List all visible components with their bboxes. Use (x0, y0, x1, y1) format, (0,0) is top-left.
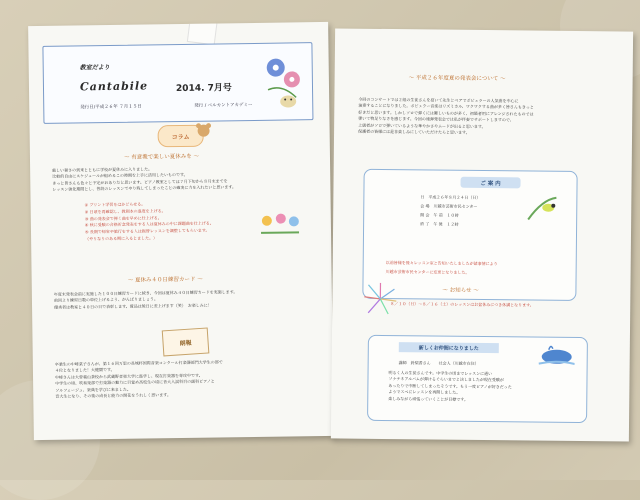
paragraph-line: ソルフェージュ、楽典を学びに来ました。 (55, 385, 223, 394)
guide-row (420, 203, 477, 210)
paragraph-line: 明るく人の生徒さんです。中学生の頃までレッスンに通い (389, 370, 512, 378)
teacher-title: 新しくお仲間になりました (419, 344, 479, 352)
whale-illustration (539, 344, 575, 366)
guide-title-bar (460, 177, 520, 189)
newsletter-header (42, 42, 313, 124)
paragraph-line: ようでスペにレッスンを再開しました。 (388, 389, 511, 397)
paragraph-line: 演奏することになりました。ポピュラー音楽はリズミカル、ワクワクする曲が多く皆さんもきっと (358, 103, 534, 111)
summer-paragraph (52, 165, 236, 193)
fireworks-illustration (362, 281, 398, 317)
paragraph-line: あったりで中断してしまったそうです。もう一度ピアノが好きだった (388, 383, 511, 391)
newsletter-page-right (331, 28, 633, 441)
teacher-title-bar (399, 342, 499, 353)
paragraph-line: 厳しい暑さの到来とともに学校が夏休みに入りました。 (52, 165, 236, 174)
card-paragraph (54, 289, 238, 311)
publisher: 発行 / ベルカントアカデミー (194, 102, 252, 109)
guide-row-label: 会 場 (420, 203, 429, 208)
paragraph-line: ４位となりました！大健闘です。 (55, 366, 223, 375)
paragraph-line: 中学生の頃、吹奏楽部で打楽器の魅力に目覚め高校生の頃に音大入試科目の副科ピアノと (55, 379, 223, 388)
concert-paragraph (358, 97, 534, 137)
good-news-badge (162, 327, 210, 356)
list-item: ③ 曲の発表会で弾く曲を早めに仕上げる。 (85, 214, 214, 223)
paragraph-line: 弾いて物足りなさを感じます。今回の連弾発表会では私が伴奏でサポートしますので、 (358, 116, 534, 124)
paragraph-line: 音大生になり、その後の成長と能力の開花をうれしく思います。 (55, 391, 223, 400)
venue-change-note (386, 260, 498, 276)
guide-row-value: 川越市芸術市民センター (434, 203, 478, 208)
paragraph-line: きっと皆さんも色々と予定がおありだと思います。ピアノ教室としては７月下旬から８月末までを (52, 178, 236, 187)
paragraph-line: 上級者がソロで弾いているような華やかさやムードが出ると思います。 (358, 122, 534, 130)
guide-row-value: 午 後 １２時 (433, 221, 458, 226)
morning-glory-illustration (261, 49, 308, 114)
list-item: ① プリント学習をはかどらせる。 (85, 201, 214, 210)
guide-row-label: 終 了 (420, 221, 429, 226)
guide-row (420, 194, 480, 201)
teddy-bear-icon (195, 122, 211, 138)
tape-strip (187, 22, 218, 45)
list-item: ⑤ 長期で帰省や旅行をする人は振替レッスンを調整してもらいます。 (85, 228, 214, 237)
concert-section-title: ～ 平成２６年度夏の発表会について ～ (409, 73, 506, 82)
good-news-paragraph (55, 359, 223, 400)
guide-row-value: 平成２６年８月２４日（日） (428, 194, 480, 200)
teacher-paragraph (388, 370, 512, 403)
list-item: ② 日頃を再確認し、教則本の進度を上げる。 (85, 207, 214, 216)
newsletter-page-left (28, 22, 334, 440)
paragraph-line: 優秀者は教室と４０日の日で表彰します。賞品は後日に差上げます（笑） お楽しみに！ (54, 302, 238, 311)
paragraph-line: 保護者の皆様には是非楽しみにしていただけたらと思います。 (358, 129, 534, 137)
issue-date: 発行日/平成２６年 ７月１５日 (80, 104, 142, 111)
note-line: 川越市芸術市民センターに変更となりました。 (386, 269, 498, 276)
notice-text: ８／１０（日）～８／１６（土）のレッスンはお盆休みにつき休講となります。 (390, 301, 534, 309)
notice-section-title: ～ お知らせ ～ (442, 286, 478, 294)
teacher-names: 講師 鈴梨香さん 社会人（川越市在住） (399, 360, 479, 367)
paragraph-line: 好きだと思います。しかしソロで弾くには難しいものが多く、初級者用にアレンジされたものでは (358, 110, 534, 118)
paragraph-line: 前回より練習日数の単位上げるよう、がんばりましょう。 (54, 296, 238, 305)
new-teacher-box (367, 335, 588, 423)
firefly-illustration (524, 193, 560, 223)
guide-row-label: 日 (420, 194, 424, 199)
paragraph-line: レッスン強化期間とし、普段のレッスンでやり残してしまったことの確実に力を入れたいと思います。 (52, 184, 236, 193)
paragraph-line: ソナチネアルバムが弾けるぐらいまでと決しましたが現在受験が (388, 376, 511, 384)
guide-row-value: 午 前 １０時 (433, 212, 458, 217)
summer-goals-list (85, 201, 214, 244)
paragraph-line: 年度末発表会前に実施した１００日練習カードに続き、今回は夏休み４０日練習カードを実施します。 (54, 289, 238, 298)
guide-row-label: 開 会 (420, 212, 429, 217)
newsletter-title: Cantabile (80, 79, 148, 93)
card-section-title: ～ 夏休み４０日練習カード ～ (128, 275, 203, 284)
paragraph-line: 楽しみながら頑張っていくことが目標です。 (388, 396, 511, 404)
header-label: 教室だより (80, 62, 110, 71)
note-line: 以前皆様を後々レッスン室と告知いたしましたが諸事情により (386, 260, 498, 267)
summer-section-title: ～ 有意義で楽しい夏休みを ～ (124, 152, 199, 161)
flower-illustration (257, 208, 303, 235)
guide-title: ご 案 内 (480, 178, 500, 186)
paragraph-line: 卒業生の中峰菜子さんが、第１６回万里の長城杯国際音楽コンクール打楽器部門大学生の部で (55, 359, 223, 368)
list-item: （やりなりのある期に入るとました。） (85, 235, 214, 244)
good-news-label: 朗報 (179, 337, 192, 347)
guide-row (420, 221, 459, 227)
guide-row (420, 212, 459, 218)
paragraph-line: 比較的自由にスケジュールが組めるこの時期を上手に活用したいものです。 (52, 172, 236, 181)
paragraph-line: 今回のコンサートでは２組の生徒さんを招いて先生とペアでポピュラーの人気曲を中心に (358, 97, 534, 105)
paragraph-line: 中峰さんは大曽義山茶校から武蔵野音楽大学に進学し、現在打楽器を専攻中です。 (55, 372, 223, 381)
column-badge-label: コラム (172, 131, 190, 140)
issue-month: 2014. 7月号 (176, 80, 232, 94)
list-item: ④ 秋に受験の合格祈念発表をする人は夏休みの中に課題曲を仕上げる。 (85, 221, 214, 230)
